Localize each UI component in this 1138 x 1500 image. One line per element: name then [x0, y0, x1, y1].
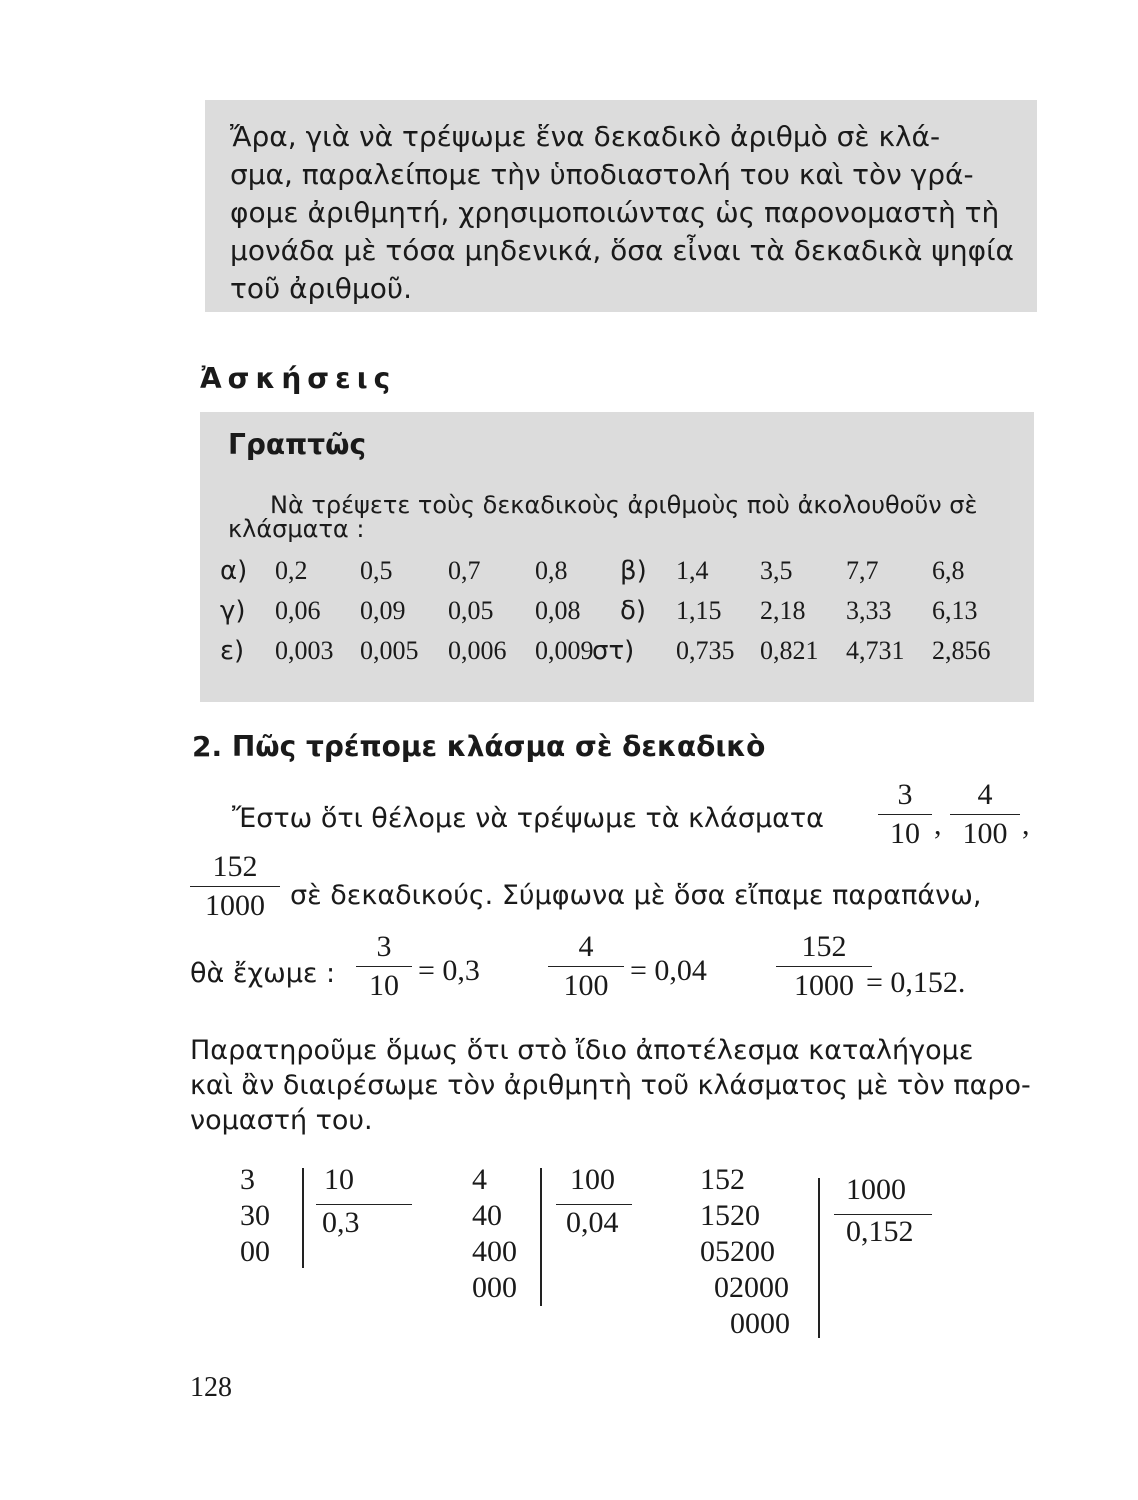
exercise-value: 3,33	[846, 596, 892, 625]
numerator: 4	[578, 930, 594, 963]
division-step: 40	[472, 1199, 502, 1232]
exercise-value: 6,8	[932, 556, 965, 585]
exercise-label: ε)	[220, 636, 245, 666]
fraction-bar	[776, 966, 872, 967]
exercise-label: β)	[620, 556, 647, 586]
exercise-value: 2,18	[760, 596, 806, 625]
division-divisor: 100	[570, 1163, 615, 1196]
rule-line: Ἄρα, γιὰ νὰ τρέψωμε ἕνα δεκαδικὸ ἀριθμὸ σὲ κλά-	[230, 120, 941, 153]
fraction-152-1000	[776, 930, 872, 1003]
rule-line: τοῦ ἀριθμοῦ.	[230, 272, 412, 305]
para2-line: Παρατηροῦμε ὅμως ὅτι στὸ ἴδιο ἀποτέλεσμα καταλήγομε	[190, 1035, 974, 1066]
division-step: 400	[472, 1235, 517, 1268]
denominator: 100	[563, 969, 609, 1002]
division-divisor: 10	[324, 1163, 354, 1196]
denominator: 1000	[205, 889, 265, 922]
exercises-subheading: Γραπτῶς	[228, 428, 367, 461]
exercise-value: 0,8	[535, 556, 568, 585]
exercise-value: 0,08	[535, 596, 581, 625]
section-line1: Ἔστω ὅτι θέλομε νὰ τρέψωμε τὰ κλάσματα	[232, 803, 824, 834]
numerator: 4	[977, 778, 993, 811]
denominator: 1000	[794, 969, 854, 1002]
division-quotient: 0,3	[322, 1206, 360, 1239]
numerator: 3	[376, 930, 392, 963]
rule-paragraph	[230, 118, 1020, 308]
division-bar	[540, 1168, 542, 1306]
rule-line: σμα, παραλείπομε τὴν ὑποδιαστολή του καὶ τὸν γρά-	[230, 158, 974, 191]
numerator: 152	[801, 930, 847, 963]
division-dividend-steps	[240, 1162, 274, 1270]
exercise-value: 1,15	[676, 596, 722, 625]
exercise-label: δ)	[620, 596, 647, 626]
exercise-value: 3,5	[760, 556, 793, 585]
numerator: 152	[212, 850, 258, 883]
exercise-value: 0,005	[360, 636, 419, 665]
denominator: 100	[962, 817, 1008, 850]
fraction-bar	[190, 886, 280, 887]
result-0-152: = 0,152.	[866, 966, 966, 999]
exercises-heading: Ἀσκήσεις	[200, 362, 397, 395]
exercise-value: 0,009	[535, 636, 594, 665]
exercise-value: 0,735	[676, 636, 735, 665]
exercise-value: 0,7	[448, 556, 481, 585]
exercises-intro-line1: Νὰ τρέψετε τοὺς δεκαδικοὺς ἀριθμοὺς ποὺ ἀκολουθοῦν σὲ	[270, 491, 978, 519]
para2-line: καὶ ἂν διαιρέσωμε τὸν ἀριθμητὴ τοῦ κλάσματος μὲ τὸν παρο-	[190, 1070, 1031, 1101]
exercise-value: 0,003	[275, 636, 334, 665]
rule-line: μονάδα μὲ τόσα μηδενικά, ὅσα εἶναι τὰ δεκαδικὰ ψηφία	[230, 234, 1015, 267]
division-bar	[818, 1178, 820, 1338]
exercise-value: 4,731	[846, 636, 905, 665]
para2-line: νομαστή του.	[190, 1105, 373, 1136]
page-number: 128	[190, 1372, 232, 1403]
exercise-value: 0,06	[275, 596, 321, 625]
division-dividend-steps	[700, 1162, 790, 1342]
division-step: 4	[472, 1163, 487, 1196]
division-step: 000	[472, 1271, 517, 1304]
comma: ,	[934, 808, 942, 841]
division-step: 05200	[700, 1235, 775, 1268]
section-title: 2. Πῶς τρέπομε κλάσμα σὲ δεκαδικὸ	[192, 730, 766, 763]
fraction-bar	[950, 814, 1020, 815]
exercise-label: στ)	[592, 636, 635, 666]
division-quotient: 0,04	[566, 1206, 619, 1239]
division-dividend-steps	[472, 1162, 517, 1306]
division-quotient: 0,152	[846, 1215, 914, 1248]
division-bar	[302, 1168, 304, 1268]
result-0-3: = 0,3	[418, 954, 480, 987]
exercise-value: 7,7	[846, 556, 879, 585]
division-step: 3	[240, 1163, 255, 1196]
numerator: 3	[897, 778, 913, 811]
exercises-intro-line2: κλάσματα :	[228, 515, 365, 543]
exercise-label: γ)	[220, 596, 246, 626]
exercise-value: 6,13	[932, 596, 978, 625]
division-step: 152	[700, 1163, 745, 1196]
comma: ,	[1022, 808, 1030, 841]
fraction-152-1000	[190, 850, 280, 923]
exercise-value: 0,2	[275, 556, 308, 585]
fraction-bar	[548, 966, 624, 967]
rule-line: φομε ἀριθμητή, χρησιμοποιώντας ὡς παρονομαστὴ τὴ	[230, 196, 1000, 229]
section-line2: σὲ δεκαδικούς. Σύμφωνα μὲ ὅσα εἴπαμε παραπάνω,	[290, 880, 982, 911]
fraction-bar	[878, 814, 932, 815]
equations-prefix: θὰ ἔχωμε :	[190, 958, 336, 989]
denominator: 10	[890, 817, 920, 850]
fraction-3-10	[878, 778, 932, 851]
division-step: 1520	[700, 1199, 760, 1232]
exercise-value: 0,821	[760, 636, 819, 665]
exercise-value: 1,4	[676, 556, 709, 585]
exercise-value: 0,05	[448, 596, 494, 625]
fraction-3-10	[356, 930, 412, 1003]
exercise-value: 0,006	[448, 636, 507, 665]
division-step: 30	[240, 1199, 270, 1232]
fraction-bar	[356, 966, 412, 967]
exercise-label: α)	[220, 556, 248, 586]
exercise-value: 2,856	[932, 636, 991, 665]
denominator: 10	[369, 969, 399, 1002]
result-0-04: = 0,04	[630, 954, 707, 987]
division-step: 02000	[714, 1271, 789, 1304]
exercise-value: 0,09	[360, 596, 406, 625]
fraction-4-100	[548, 930, 624, 1003]
division-divisor: 1000	[846, 1173, 906, 1206]
exercise-value: 0,5	[360, 556, 393, 585]
division-step: 0000	[730, 1307, 790, 1340]
fraction-4-100	[950, 778, 1020, 851]
division-step: 00	[240, 1235, 270, 1268]
